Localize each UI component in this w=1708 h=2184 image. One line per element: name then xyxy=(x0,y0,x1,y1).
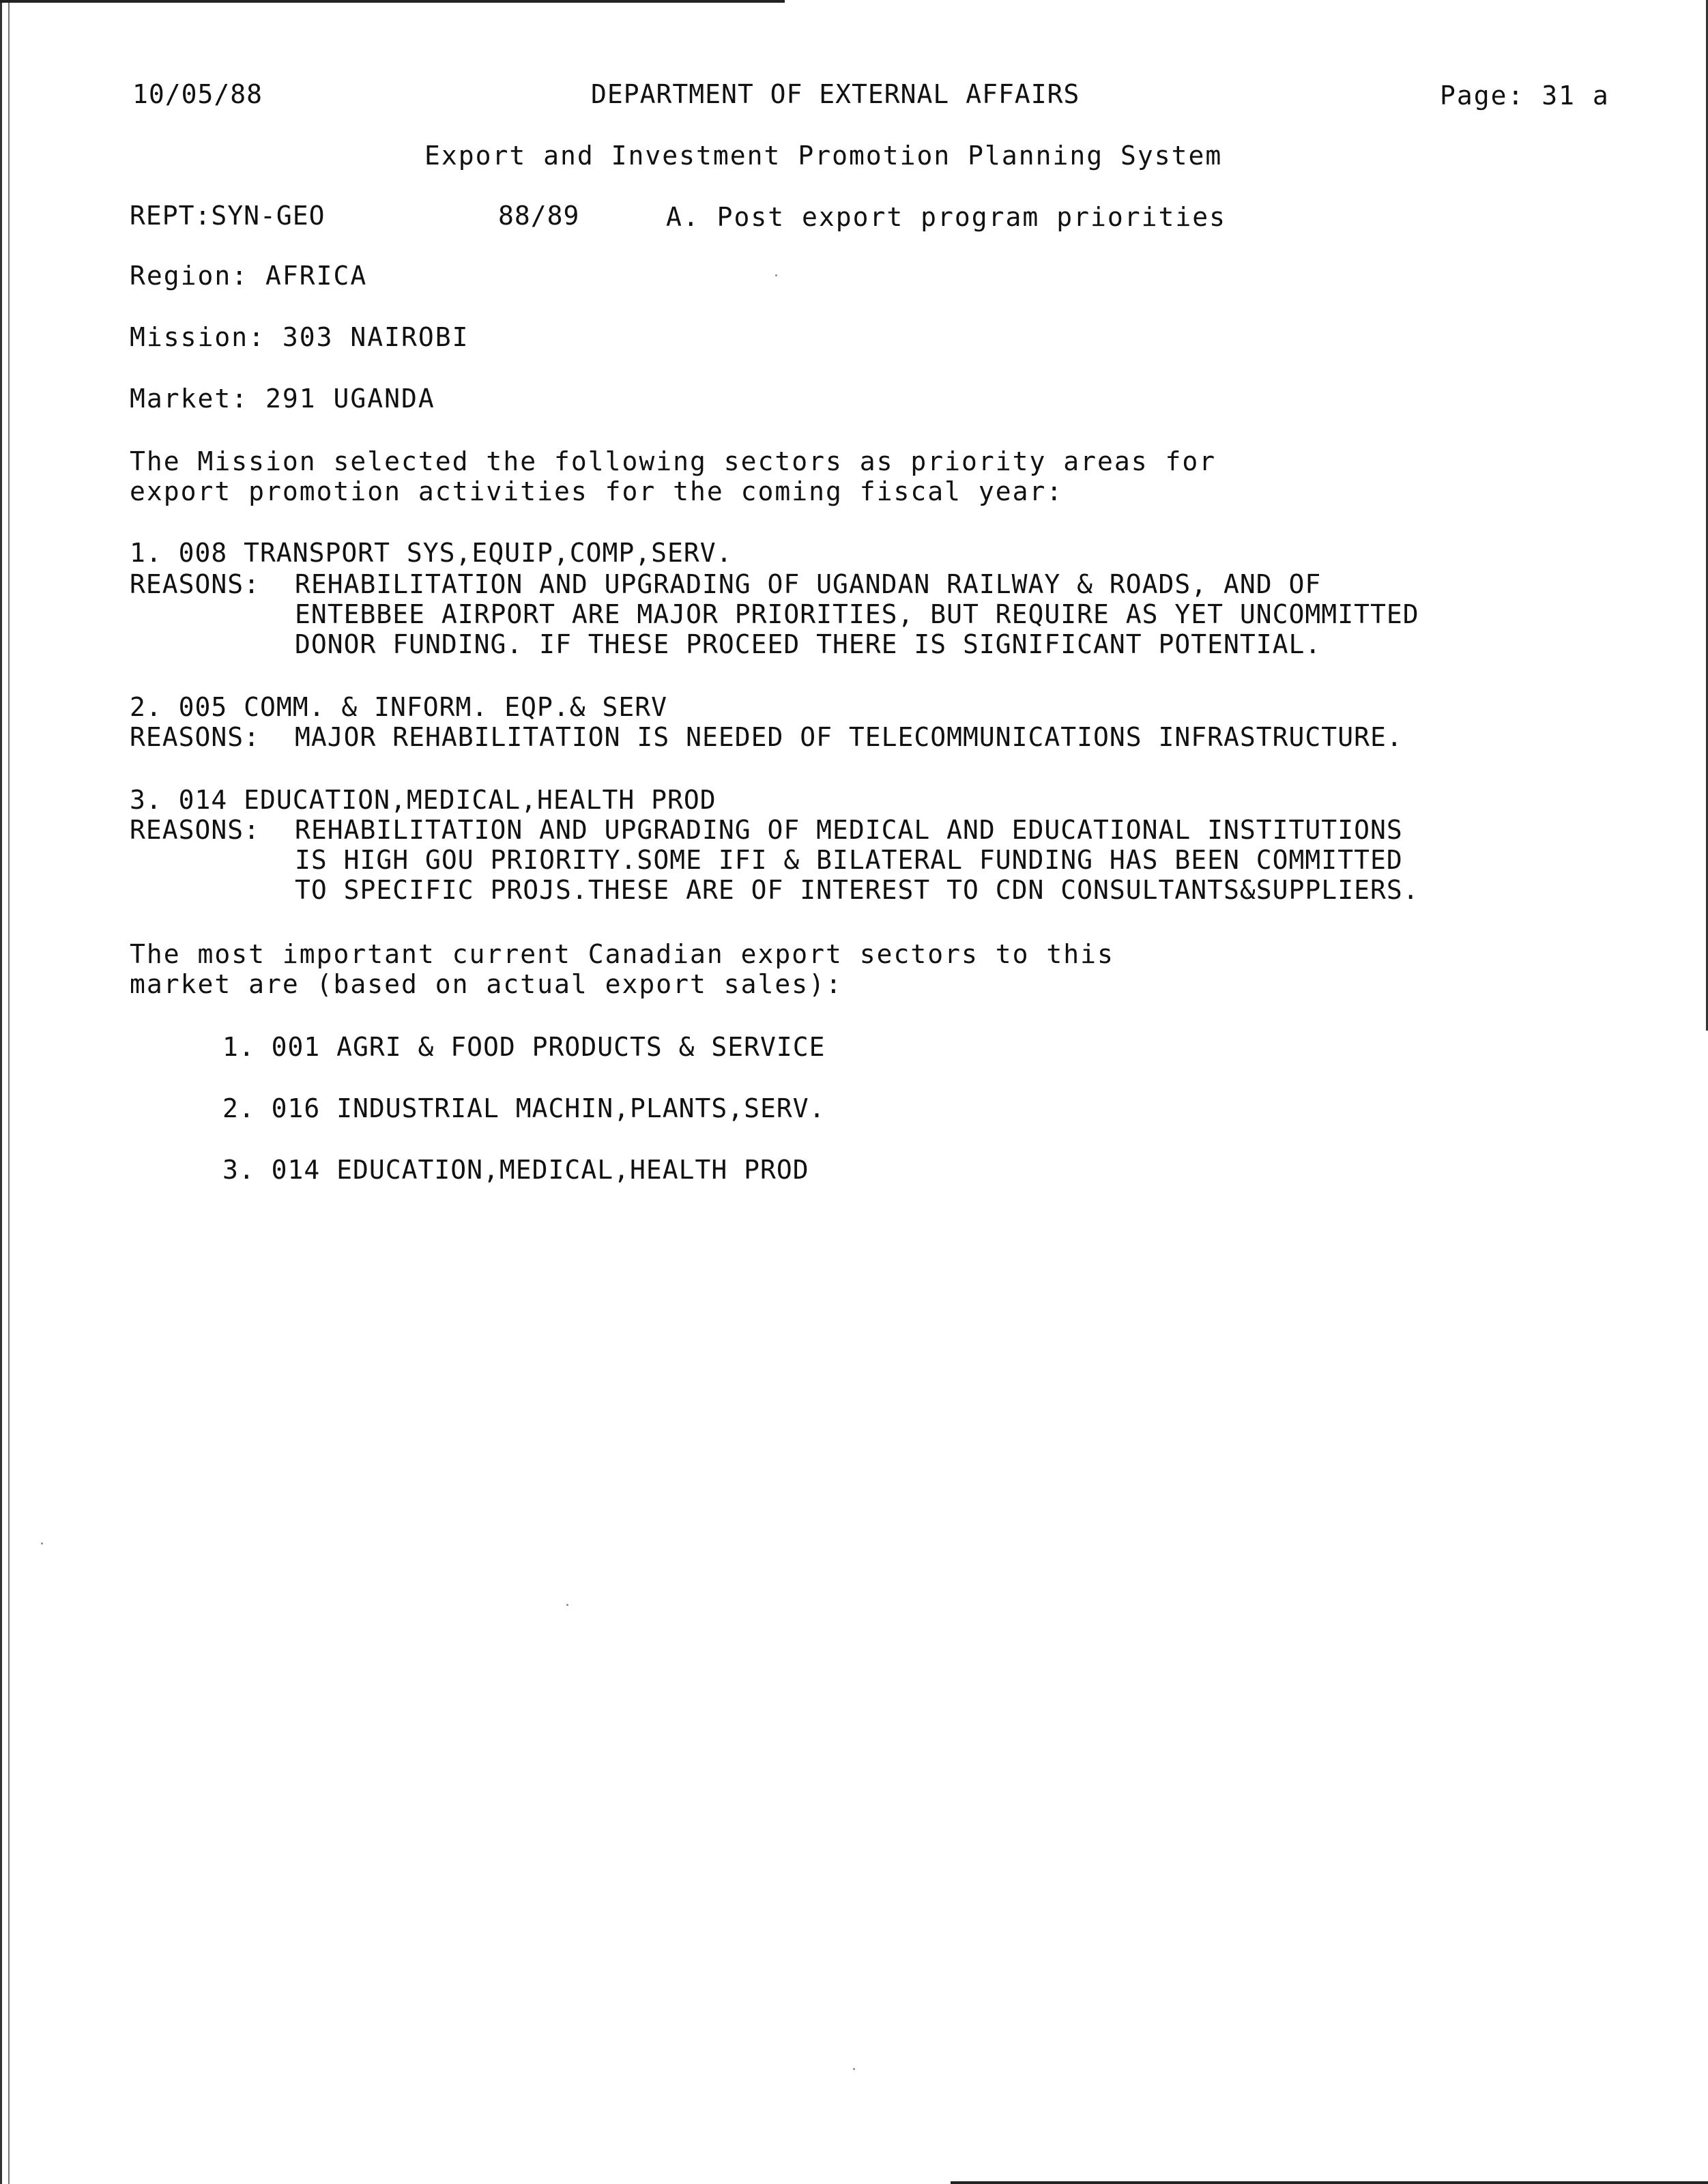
priority-1-reasons-label: REASONS: xyxy=(130,569,261,599)
priority-1-heading: 1. 008 TRANSPORT SYS,EQUIP,COMP,SERV. xyxy=(130,538,733,568)
current-sector-item: 1. 001 AGRI & FOOD PRODUCTS & SERVICE xyxy=(222,1032,826,1062)
priority-3-reasons-label: REASONS: xyxy=(130,815,261,845)
report-section: A. Post export program priorities xyxy=(666,202,1226,232)
priority-3-reason-line: REHABILITATION AND UPGRADING OF MEDICAL AND EDUCATIONAL INSTITUTIONS xyxy=(295,815,1403,845)
current-intro-line-1: The most important current Canadian export sectors to this xyxy=(130,939,1114,969)
current-sector-item: 3. 014 EDUCATION,MEDICAL,HEALTH PROD xyxy=(222,1155,809,1185)
page-number: Page: 31 a xyxy=(1440,81,1610,111)
mission-label: Mission: 303 NAIROBI xyxy=(130,322,469,352)
priority-1-reason-line: REHABILITATION AND UPGRADING OF UGANDAN RAILWAY & ROADS, AND OF xyxy=(295,569,1322,599)
priority-3-heading: 3. 014 EDUCATION,MEDICAL,HEALTH PROD xyxy=(130,785,717,815)
priority-2-reasons-label: REASONS: xyxy=(130,722,261,752)
priority-1-reason-line: DONOR FUNDING. IF THESE PROCEED THERE IS SIGNIFICANT POTENTIAL. xyxy=(295,629,1322,659)
intro-line-2: export promotion activities for the coming fiscal year: xyxy=(130,476,1064,506)
scan-bottom-edge xyxy=(951,2181,1708,2184)
fiscal-year: 88/89 xyxy=(498,201,580,231)
priority-2-reason-line: MAJOR REHABILITATION IS NEEDED OF TELECOMMUNICATIONS INFRASTRUCTURE. xyxy=(295,722,1403,752)
scan-speck xyxy=(41,1542,43,1544)
scan-speck xyxy=(775,274,777,276)
current-intro-line-2: market are (based on actual export sales): xyxy=(130,969,843,999)
region-label: Region: AFRICA xyxy=(130,261,368,291)
department-title: DEPARTMENT OF EXTERNAL AFFAIRS xyxy=(591,79,1080,109)
system-title: Export and Investment Promotion Planning System xyxy=(424,141,1223,171)
current-sector-item: 2. 016 INDUSTRIAL MACHIN,PLANTS,SERV. xyxy=(222,1093,826,1123)
report-code: REPT:SYN-GEO xyxy=(130,201,325,231)
intro-line-1: The Mission selected the following sectors as priority areas for xyxy=(130,446,1217,476)
priority-1-reason-line: ENTEBBEE AIRPORT ARE MAJOR PRIORITIES, BUT REQUIRE AS YET UNCOMMITTED xyxy=(295,599,1419,629)
scan-speck xyxy=(853,2068,855,2070)
market-label: Market: 291 UGANDA xyxy=(130,384,435,414)
priority-3-reason-line: TO SPECIFIC PROJS.THESE ARE OF INTEREST TO CDN CONSULTANTS&SUPPLIERS. xyxy=(295,875,1419,905)
scan-top-edge xyxy=(0,0,785,3)
report-date: 10/05/88 xyxy=(132,79,263,109)
priority-2-heading: 2. 005 COMM. & INFORM. EQP.& SERV xyxy=(130,692,667,722)
scan-speck xyxy=(566,1604,568,1606)
scan-left-edge xyxy=(0,0,10,2184)
priority-3-reason-line: IS HIGH GOU PRIORITY.SOME IFI & BILATERAL FUNDING HAS BEEN COMMITTED xyxy=(295,845,1403,875)
